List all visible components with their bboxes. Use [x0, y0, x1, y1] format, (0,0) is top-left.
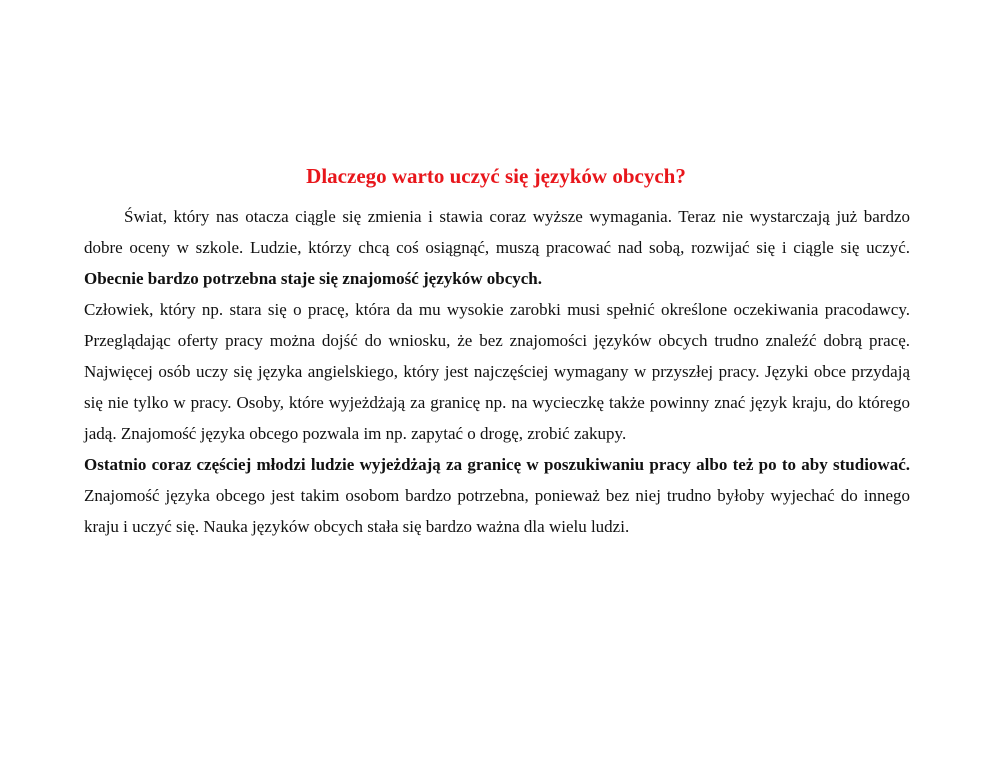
document-title: Dlaczego warto uczyć się języków obcych? — [306, 164, 686, 188]
paragraph-2 — [84, 294, 910, 449]
paragraph-1-bold-sentence: Obecnie bardzo potrzebna staje się znajomość języków obcych. — [84, 269, 542, 288]
paragraph-3-text: Znajomość języka obcego jest takim osobom bardzo potrzebna, ponieważ bez niej trudno byłoby wyjechać do innego kraju i uczyć się. Nauka języków obcych stała się bardzo ważna dla wielu ludzi. — [84, 486, 910, 536]
paragraph-3-bold-sentence: Ostatnio coraz częściej młodzi ludzie wyjeżdżają za granicę w poszukiwaniu pracy albo też po to aby studiować. — [84, 455, 910, 474]
paragraph-1-text: Świat, który nas otacza ciągle się zmienia i stawia coraz wyższe wymagania. Teraz nie wystarczają już bardzo dobre oceny w szkole. Ludzie, którzy chcą coś osiągnąć, muszą pracować nad sobą, rozwijać się i ciągle się uczyć. — [84, 207, 910, 257]
paragraph-2-text: Człowiek, który np. stara się o pracę, która da mu wysokie zarobki musi spełnić określone oczekiwania pracodawcy. Przeglądając oferty pracy można dojść do wniosku, że bez znajomości języków obcych trudno znaleźć dobrą pracę. Najwięcej osób uczy się języka angielskiego, który jest najczęściej wymagany w przyszłej pracy. Języki obce przydają się nie tylko w pracy. Osoby, które wyjeżdżają za granicę np. na wycieczkę także powinny znać język kraju, do którego jadą. Znajomość języka obcego pozwala im np. zapytać o drogę, zrobić zakupy. — [84, 300, 910, 443]
paragraph-1 — [84, 201, 910, 294]
document-body — [84, 201, 910, 542]
paragraph-3 — [84, 449, 910, 542]
